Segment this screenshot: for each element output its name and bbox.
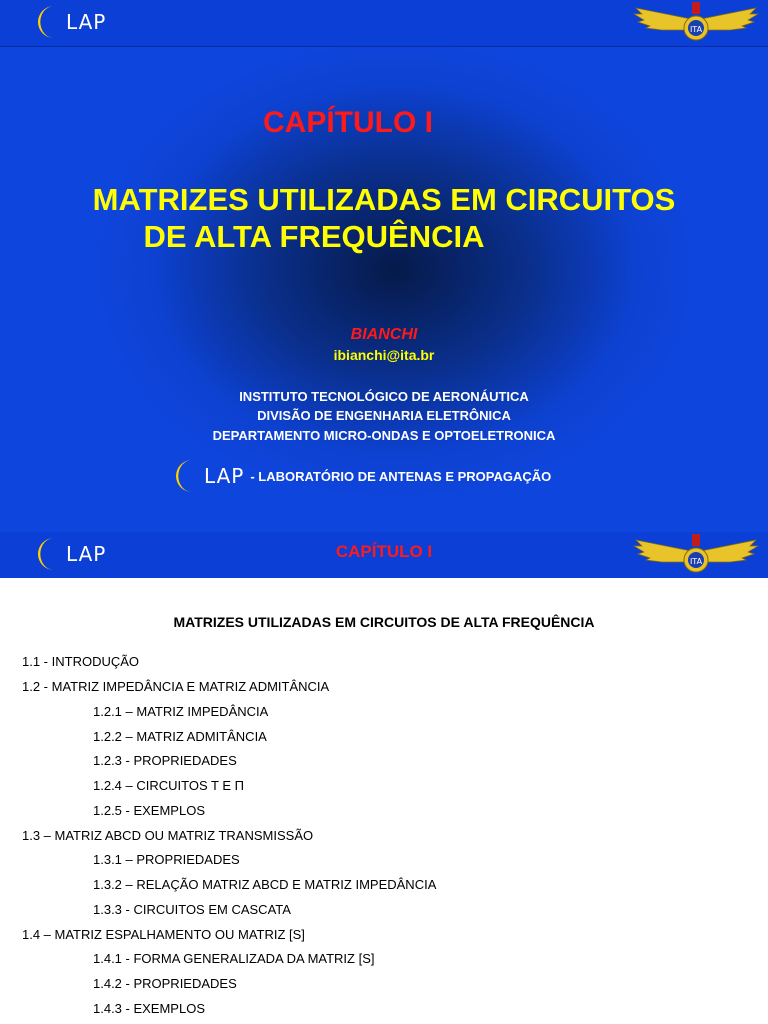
slide2-header-title: CAPÍTULO I — [335, 542, 433, 561]
svg-text:ITA: ITA — [689, 25, 703, 34]
toc-item: 1.4 – MATRIZ ESPALHAMENTO OU MATRIZ [S] — [22, 927, 305, 942]
lap-logo-text: LAP — [66, 542, 107, 566]
toc-item: 1.2.5 - EXEMPLOS — [93, 803, 205, 818]
toc-item: 1.2.4 – CIRCUITOS T E Π — [93, 778, 244, 793]
author-name: BIANCHI — [350, 326, 418, 343]
institution-line3: DEPARTAMENTO MICRO-ONDAS E OPTOELETRONICA — [212, 428, 556, 443]
toc-item: 1.2 - MATRIZ IMPEDÂNCIA E MATRIZ ADMITÂNCIA — [22, 679, 330, 694]
toc-item: 1.4.2 - PROPRIEDADES — [93, 976, 237, 991]
toc-item: 1.4.3 - EXEMPLOS — [93, 1001, 205, 1016]
toc-item: 1.3.2 – RELAÇÃO MATRIZ ABCD E MATRIZ IMPEDÂNCIA — [93, 877, 437, 892]
toc-item: 1.3.3 - CIRCUITOS EM CASCATA — [93, 902, 291, 917]
svg-text:ITA: ITA — [689, 557, 703, 566]
lap-logo — [34, 4, 106, 40]
lap-logo-small — [172, 458, 244, 494]
lap-logo-text: LAP — [66, 10, 107, 34]
main-title-line2: DE ALTA FREQUÊNCIA — [143, 219, 485, 254]
main-title-line1: MATRIZES UTILIZADAS EM CIRCUITOS — [92, 182, 676, 217]
toc-title: MATRIZES UTILIZADAS EM CIRCUITOS DE ALTA FREQUÊNCIA — [173, 614, 595, 630]
institution-line1: INSTITUTO TECNOLÓGICO DE AERONÁUTICA — [239, 389, 529, 404]
toc-item: 1.2.2 – MATRIZ ADMITÂNCIA — [93, 729, 267, 744]
wings-emblem-icon — [632, 0, 760, 46]
crescent-moon-icon — [34, 4, 64, 40]
toc-item: 1.3 – MATRIZ ABCD OU MATRIZ TRANSMISSÃO — [22, 828, 314, 843]
crescent-moon-icon — [172, 458, 202, 494]
toc-item: 1.2.3 - PROPRIEDADES — [93, 753, 237, 768]
author-email: ibianchi@ita.br — [333, 347, 435, 363]
header-bar — [0, 0, 768, 47]
institution-line2: DIVISÃO DE ENGENHARIA ELETRÔNICA — [257, 408, 511, 423]
toc-item: 1.4.1 - FORMA GENERALIZADA DA MATRIZ [S] — [93, 951, 375, 966]
lab-line — [172, 458, 551, 494]
chapter-title: CAPÍTULO I — [263, 106, 433, 139]
toc-item: 1.1 - INTRODUÇÃO — [22, 654, 140, 669]
lab-name: - LABORATÓRIO DE ANTENAS E PROPAGAÇÃO — [250, 468, 552, 484]
toc-item: 1.2.1 – MATRIZ IMPEDÂNCIA — [93, 704, 269, 719]
toc-item: 1.3.1 – PROPRIEDADES — [93, 852, 240, 867]
lap-logo-text: LAP — [204, 464, 245, 488]
